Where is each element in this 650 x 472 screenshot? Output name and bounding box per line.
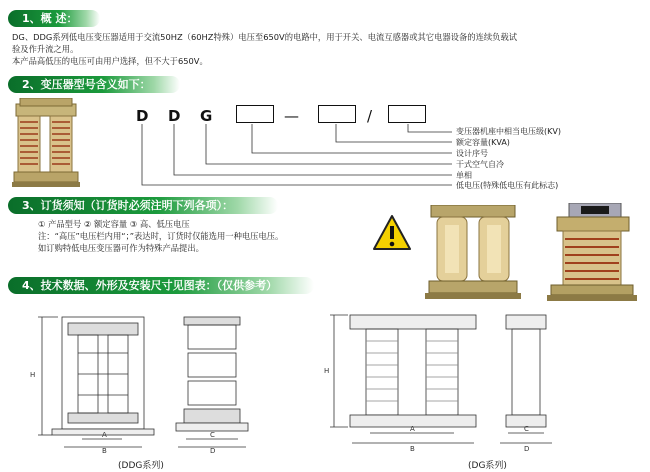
- ddg-dim-b: B: [102, 447, 107, 455]
- model-label-level: 变压器机座中相当电压级(KV): [456, 127, 561, 136]
- section-header-tech: 4、技术数据、外形及安装尺寸见图表：（仅供参考）: [8, 277, 314, 294]
- order-note-2: 如订购特低电压变压器可作为特殊产品提出。: [38, 243, 204, 253]
- model-label-design: 设计序号: [456, 149, 488, 158]
- model-box-voltage: [318, 105, 356, 123]
- transformer-photo-small: [10, 98, 82, 188]
- model-label-cooling: 干式空气自冷: [456, 160, 504, 169]
- overview-line-1: DG、DDG系列低电压变压器适用于交流50HZ（60HZ特殊）电压至650V的电路中，用于开关、电流互感器或其它电器设备的连续负载试: [12, 32, 518, 42]
- model-leader-lines: [130, 122, 460, 192]
- model-slash: /: [367, 107, 373, 125]
- model-box-level: [388, 105, 426, 123]
- dg-dim-a: A: [410, 425, 415, 433]
- ddg-dim-h: H: [30, 371, 36, 379]
- transformer-photo-ddg: [543, 203, 639, 303]
- dg-dimension-drawing: [318, 305, 568, 455]
- section-header-overview: 1、概 述：: [8, 10, 100, 27]
- dg-dim-b: B: [410, 445, 415, 453]
- model-label-lowvolt: 低电压(特殊低电压有此标志): [456, 181, 559, 190]
- transformer-photo-dg: [425, 205, 521, 301]
- model-box-capacity: [236, 105, 274, 123]
- ddg-dim-c: C: [210, 431, 215, 439]
- dg-caption: (DG系列): [468, 461, 507, 471]
- model-label-capacity: 额定容量(KVA): [456, 138, 510, 147]
- order-note-1: 注：“高压”电压栏内用“；”表达时，订货时仅能选用一种电压电压。: [38, 231, 284, 241]
- model-letter-1: D: [136, 107, 149, 125]
- dg-dim-c: C: [524, 425, 529, 433]
- ddg-dim-a: A: [102, 431, 107, 439]
- model-label-phase: 单相: [456, 171, 472, 180]
- section-header-order: 3、订货须知（订货时必须注明下列各项）：: [8, 197, 278, 214]
- model-letter-3: G: [200, 107, 213, 125]
- dg-dim-h: H: [324, 367, 330, 375]
- model-letter-2: D: [168, 107, 181, 125]
- overview-line-3: 本产品高低压的电压可由用户选择，但不大于650V。: [12, 56, 208, 66]
- warning-triangle-icon: [372, 213, 412, 253]
- order-items: ① 产品型号 ② 额定容量 ③ 高、低压电压: [38, 219, 190, 229]
- section-header-model: 2、变压器型号含义如下：: [8, 76, 180, 93]
- ddg-dimension-drawing: [22, 305, 254, 455]
- overview-line-2: 验及作升流之用。: [12, 44, 79, 54]
- dg-dim-d: D: [524, 445, 530, 453]
- ddg-dim-d: D: [210, 447, 216, 455]
- model-dash: —: [284, 107, 299, 125]
- ddg-caption: (DDG系列): [118, 461, 164, 471]
